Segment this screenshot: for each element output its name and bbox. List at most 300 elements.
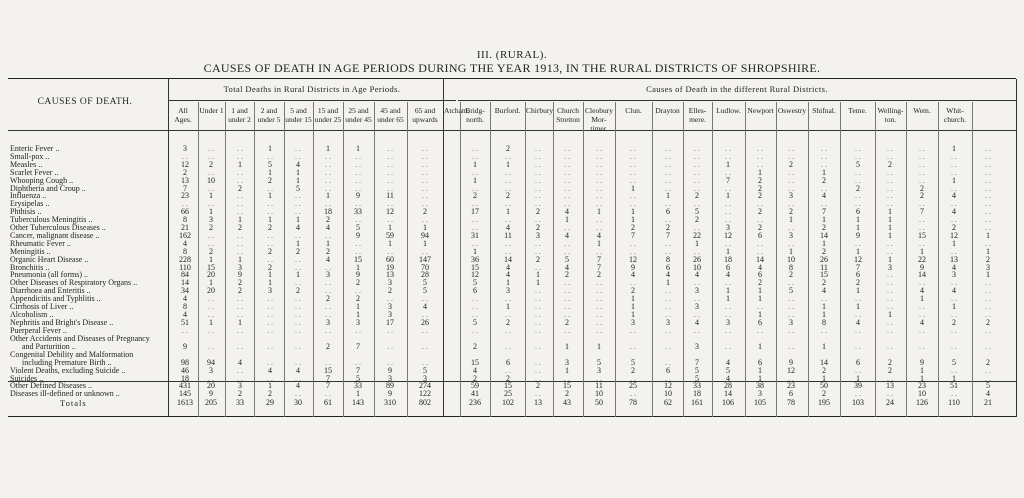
table-cell: 2	[473, 191, 477, 201]
table-cell: . .	[596, 286, 602, 296]
table-cell: 4	[506, 262, 510, 272]
table-cell: . .	[295, 151, 301, 161]
table-cell: . .	[387, 199, 393, 209]
table-cell: . .	[295, 199, 301, 209]
table-cell: 1	[822, 373, 826, 383]
table-cell: 4	[631, 270, 635, 280]
cause-label: Rheumatic Fever ..	[10, 238, 71, 248]
table-cell: . .	[535, 151, 541, 161]
table-cell: . .	[596, 278, 602, 288]
table-cell: . .	[788, 325, 794, 335]
table-cell: 20	[207, 270, 215, 280]
table-cell: . .	[694, 167, 700, 177]
table-cell: . .	[596, 302, 602, 311]
table-cell: . .	[325, 357, 331, 367]
table-cell: 5	[789, 286, 793, 296]
table-cell: 2	[565, 317, 569, 327]
table-cell: . .	[821, 325, 827, 335]
table-cell: 4	[822, 286, 826, 296]
table-cell: 3	[506, 286, 510, 296]
table-cell: 5	[952, 357, 956, 367]
table-cell: . .	[325, 199, 331, 209]
table-cell: 1	[758, 286, 762, 296]
table-cell: 1	[758, 365, 762, 375]
table-cell: . .	[855, 325, 861, 335]
table-cell: . .	[757, 238, 763, 248]
table-cell: . .	[387, 183, 393, 193]
table-cell: 2	[536, 254, 540, 264]
cause-label: Congenital Debility and Malformation	[10, 349, 134, 359]
header-rule	[8, 130, 1016, 131]
table-cell: 1	[631, 309, 635, 319]
column-header: All Ages.	[174, 106, 192, 124]
table-cell: . .	[887, 373, 893, 383]
cause-label: Alcoholism ..	[10, 309, 54, 319]
table-cell: 2	[888, 159, 892, 169]
table-cell: . .	[725, 325, 731, 335]
column-header: 5 and under 15	[285, 106, 312, 124]
cause-label: Meningitis ..	[10, 246, 51, 256]
top-rule	[8, 78, 1016, 79]
table-cell: . .	[422, 175, 428, 185]
table-cell: 6	[856, 207, 860, 217]
table-cell: . .	[630, 238, 636, 248]
table-cell: 1	[268, 270, 272, 280]
table-cell: 431	[179, 381, 191, 391]
table-cell: 1	[506, 302, 510, 311]
table-cell: 8	[666, 254, 670, 264]
table-cell: 4	[952, 207, 956, 217]
table-cell: 4	[565, 207, 569, 217]
table-cell: 1	[920, 373, 924, 383]
cause-label: Organic Heart Disease ..	[10, 254, 89, 264]
table-cell: . .	[422, 215, 428, 225]
table-cell: . .	[725, 167, 731, 177]
table-cell: 2	[238, 389, 242, 399]
table-cell: 3	[423, 373, 427, 383]
table-cell: . .	[919, 159, 925, 169]
table-cell: 50	[820, 381, 828, 391]
table-cell: 2	[695, 191, 699, 201]
table-cell: 1	[631, 215, 635, 225]
table-cell: 1	[856, 286, 860, 296]
table-cell: . .	[387, 294, 393, 304]
table-cell: 2	[268, 262, 272, 272]
table-cell: 1	[536, 270, 540, 280]
table-cell: 18	[724, 254, 732, 264]
table-cell: 2	[822, 278, 826, 288]
table-cell: . .	[295, 302, 301, 311]
table-cell: . .	[665, 357, 671, 367]
table-cell: . .	[725, 302, 731, 311]
table-cell: . .	[564, 151, 570, 161]
table-cell: 23	[918, 381, 926, 391]
cause-label: Erysipelas ..	[10, 199, 50, 209]
table-cell: . .	[596, 223, 602, 232]
table-cell: . .	[985, 325, 991, 335]
table-cell: 1	[356, 309, 360, 319]
table-cell: 1	[856, 302, 860, 311]
table-cell: . .	[325, 159, 331, 169]
table-cell: . .	[985, 183, 991, 193]
table-cell: . .	[564, 278, 570, 288]
table-cell: 2	[758, 278, 762, 288]
column-rule	[615, 102, 616, 417]
table-cell: 60	[386, 254, 394, 264]
table-cell: . .	[596, 246, 602, 256]
table-cell: 2	[268, 223, 272, 232]
cause-label: Diarrhoea and Enteritis ..	[10, 286, 91, 296]
table-cell: . .	[951, 341, 957, 351]
table-cell: 2	[268, 175, 272, 185]
table-cell: . .	[596, 151, 602, 161]
table-cell: . .	[267, 254, 273, 264]
table-cell: . .	[505, 199, 511, 209]
table-cell: 2	[597, 270, 601, 280]
table-cell: 2	[356, 278, 360, 288]
table-cell: . .	[985, 294, 991, 304]
table-cell: 12	[787, 365, 795, 375]
table-cell: . .	[985, 191, 991, 201]
table-cell: . .	[596, 215, 602, 225]
table-cell: 12	[950, 230, 958, 240]
table-cell: . .	[725, 341, 731, 351]
table-cell: . .	[325, 230, 331, 240]
table-cell: . .	[472, 183, 478, 193]
table-cell: . .	[325, 151, 331, 161]
table-cell: . .	[887, 167, 893, 177]
table-cell: 7	[856, 262, 860, 272]
table-cell: 1	[268, 215, 272, 225]
table-cell: . .	[757, 302, 763, 311]
table-cell: . .	[725, 151, 731, 161]
table-cell: . .	[422, 341, 428, 351]
table-cell: 22	[693, 230, 701, 240]
table-cell: 2	[952, 317, 956, 327]
table-cell: . .	[757, 246, 763, 256]
table-cell: 8	[789, 262, 793, 272]
table-cell: 4	[952, 262, 956, 272]
total-cell: 106	[722, 398, 734, 407]
table-cell: . .	[919, 167, 925, 177]
table-cell: . .	[295, 144, 301, 153]
table-cell: 98	[181, 357, 189, 367]
table-cell: 15	[563, 381, 571, 391]
table-cell: . .	[208, 373, 214, 383]
table-cell: . .	[472, 215, 478, 225]
age-group-rule	[168, 100, 456, 101]
table-cell: 4	[666, 270, 670, 280]
table-cell: 1	[952, 238, 956, 248]
table-cell: 2	[631, 223, 635, 232]
table-cell: 12	[854, 254, 862, 264]
table-cell: . .	[887, 238, 893, 248]
column-header: 25 and under 45	[345, 106, 372, 124]
table-cell: . .	[535, 365, 541, 375]
table-cell: 11	[595, 381, 603, 391]
table-cell: 1	[888, 207, 892, 217]
table-cell: . .	[630, 151, 636, 161]
causes-header: CAUSES OF DEATH.	[37, 97, 133, 107]
table-cell: 1	[388, 238, 392, 248]
table-cell: . .	[422, 325, 428, 335]
table-cell: . .	[919, 302, 925, 311]
table-cell: . .	[788, 238, 794, 248]
table-cell: 4	[986, 389, 990, 399]
table-cell: . .	[422, 183, 428, 193]
column-header: Chirbury	[526, 106, 554, 115]
table-cell: 1	[326, 238, 330, 248]
table-cell: . .	[267, 230, 273, 240]
table-cell: 6	[666, 262, 670, 272]
table-cell: 5	[726, 365, 730, 375]
table-cell: 7	[822, 207, 826, 217]
table-cell: . .	[887, 191, 893, 201]
table-cell: 3	[388, 278, 392, 288]
table-cell: 2	[296, 246, 300, 256]
table-cell: 33	[354, 381, 362, 391]
table-cell: 5	[268, 159, 272, 169]
table-cell: 1	[920, 294, 924, 304]
table-cell: . .	[535, 238, 541, 248]
table-cell: 1	[666, 191, 670, 201]
table-cell: . .	[725, 278, 731, 288]
table-cell: 1	[888, 215, 892, 225]
table-cell: . .	[267, 373, 273, 383]
table-cell: 94	[421, 230, 429, 240]
table-cell: 15	[820, 270, 828, 280]
table-cell: . .	[325, 183, 331, 193]
column-header: Cleobury Mor-timer.	[585, 106, 613, 133]
table-cell: 5	[356, 223, 360, 232]
table-cell: 12	[471, 270, 479, 280]
table-cell: 2	[238, 183, 242, 193]
table-cell: . .	[630, 191, 636, 201]
column-header: Drayton	[655, 106, 680, 115]
table-cell: 2	[536, 207, 540, 217]
table-cell: . .	[951, 246, 957, 256]
table-cell: 3	[789, 317, 793, 327]
table-cell: 21	[181, 223, 189, 232]
table-cell: 1	[986, 230, 990, 240]
table-cell: 3	[789, 191, 793, 201]
table-cell: 6	[506, 357, 510, 367]
table-cell: 1	[822, 238, 826, 248]
table-cell: 8	[183, 246, 187, 256]
table-cell: 3	[356, 317, 360, 327]
table-cell: 51	[950, 381, 958, 391]
table-cell: . .	[325, 389, 331, 399]
table-cell: . .	[387, 325, 393, 335]
table-cell: . .	[821, 151, 827, 161]
table-cell: 2	[238, 286, 242, 296]
page-title: CAUSES OF DEATH IN AGE PERIODS DURING THE YEAR 1913, IN THE RURAL DISTRICTS OF SHROPSHIRE.	[203, 61, 821, 75]
column-header: Welling-ton.	[877, 106, 904, 124]
table-cell: . .	[355, 246, 361, 256]
table-cell: . .	[472, 199, 478, 209]
table-cell: 1	[209, 207, 213, 217]
table-cell: 5	[695, 207, 699, 217]
table-cell: 11	[504, 230, 512, 240]
table-cell: 4	[296, 159, 300, 169]
table-cell: 4	[473, 365, 477, 375]
table-cell: 1	[789, 246, 793, 256]
table-cell: 11	[386, 191, 394, 201]
table-cell: 25	[504, 389, 512, 399]
table-cell: 4	[726, 270, 730, 280]
table-cell: 1	[695, 238, 699, 248]
table-cell: 25	[629, 381, 637, 391]
table-cell: . .	[757, 151, 763, 161]
column-header: Clun.	[625, 106, 642, 115]
table-cell: . .	[267, 302, 273, 311]
table-cell: . .	[985, 207, 991, 217]
total-cell: 236	[469, 398, 481, 407]
table-cell: 2	[209, 246, 213, 256]
total-cell: 33	[236, 398, 244, 407]
table-cell: 10	[918, 389, 926, 399]
table-cell: 1	[296, 175, 300, 185]
table-cell: 1	[888, 254, 892, 264]
table-cell: . .	[208, 199, 214, 209]
cause-label: Tuberculous Meningitis ..	[10, 215, 93, 225]
table-cell: . .	[237, 167, 243, 177]
table-cell: . .	[757, 199, 763, 209]
table-cell: 9	[356, 191, 360, 201]
table-cell: 1	[326, 144, 330, 153]
table-cell: . .	[985, 175, 991, 185]
column-header: Church Stretton	[556, 106, 580, 124]
table-cell: . .	[665, 309, 671, 319]
table-cell: 2	[296, 286, 300, 296]
table-cell: 2	[666, 223, 670, 232]
table-cell: . .	[535, 317, 541, 327]
table-cell: 3	[726, 223, 730, 232]
table-cell: . .	[267, 309, 273, 319]
column-header: Burford.	[494, 106, 521, 115]
table-cell: 15	[918, 230, 926, 240]
table-cell: . .	[208, 341, 214, 351]
total-cell: 61	[324, 398, 332, 407]
table-cell: 4	[952, 191, 956, 201]
table-cell: 1	[506, 207, 510, 217]
total-cell: 103	[852, 398, 864, 407]
table-cell: . .	[505, 365, 511, 375]
table-cell: . .	[596, 159, 602, 169]
table-cell: . .	[694, 325, 700, 335]
table-cell: 2	[856, 183, 860, 193]
table-cell: . .	[630, 389, 636, 399]
table-cell: 2	[758, 207, 762, 217]
table-cell: . .	[919, 144, 925, 153]
table-cell: . .	[564, 238, 570, 248]
table-cell: . .	[237, 144, 243, 153]
table-cell: . .	[535, 167, 541, 177]
table-cell: 1	[296, 167, 300, 177]
table-cell: . .	[630, 246, 636, 256]
table-cell: . .	[182, 151, 188, 161]
table-cell: . .	[985, 223, 991, 232]
table-cell: 84	[181, 270, 189, 280]
table-cell: 3	[268, 286, 272, 296]
table-cell: . .	[985, 365, 991, 375]
column-header: Shifnal.	[812, 106, 836, 115]
table-cell: 2	[822, 389, 826, 399]
table-cell: 9	[388, 389, 392, 399]
table-cell: . .	[887, 246, 893, 256]
table-cell: 4	[695, 270, 699, 280]
table-cell: . .	[665, 238, 671, 248]
table-cell: 1	[986, 246, 990, 256]
table-cell: . .	[951, 325, 957, 335]
table-cell: 5	[423, 365, 427, 375]
table-cell: 4	[822, 191, 826, 201]
table-cell: 6	[758, 357, 762, 367]
table-cell: . .	[208, 325, 214, 335]
table-cell: . .	[919, 309, 925, 319]
table-cell: . .	[505, 167, 511, 177]
table-cell: . .	[665, 294, 671, 304]
table-cell: . .	[694, 151, 700, 161]
table-cell: . .	[208, 144, 214, 153]
table-cell: . .	[237, 151, 243, 161]
table-cell: 4	[268, 365, 272, 375]
table-cell: . .	[855, 144, 861, 153]
total-cell: 24	[886, 398, 894, 407]
table-cell: 1	[822, 167, 826, 177]
column-rule	[407, 102, 408, 417]
table-cell: . .	[919, 223, 925, 232]
total-cell: 143	[352, 398, 364, 407]
table-cell: . .	[355, 159, 361, 169]
table-cell: . .	[725, 199, 731, 209]
column-rule	[254, 102, 255, 417]
table-cell: 1	[666, 278, 670, 288]
table-cell: . .	[725, 238, 731, 248]
table-cell: 4	[238, 357, 242, 367]
table-cell: . .	[355, 183, 361, 193]
total-cell: 13	[534, 398, 542, 407]
cause-label: Bronchitis ..	[10, 262, 50, 272]
table-cell: . .	[237, 309, 243, 319]
table-cell: 3	[631, 317, 635, 327]
table-cell: 5	[856, 159, 860, 169]
table-cell: . .	[564, 246, 570, 256]
table-cell: . .	[355, 199, 361, 209]
table-cell: . .	[630, 278, 636, 288]
table-cell: . .	[788, 199, 794, 209]
table-cell: 3	[565, 357, 569, 367]
table-cell: 7	[326, 381, 330, 391]
table-cell: 1	[758, 167, 762, 177]
table-cell: . .	[821, 294, 827, 304]
table-cell: . .	[535, 175, 541, 185]
cause-label: Suicides ..	[10, 373, 44, 383]
table-cell: . .	[237, 199, 243, 209]
table-cell: . .	[505, 175, 511, 185]
table-cell: 2	[326, 341, 330, 351]
table-cell: 2	[326, 246, 330, 256]
table-cell: . .	[325, 175, 331, 185]
table-cell: . .	[422, 246, 428, 256]
table-cell: 2	[952, 223, 956, 232]
table-cell: . .	[985, 286, 991, 296]
table-cell: . .	[422, 357, 428, 367]
table-cell: . .	[855, 309, 861, 319]
table-cell: 13	[181, 175, 189, 185]
table-cell: 7	[597, 262, 601, 272]
district-group-header: Causes of Death in the different Rural Districts.	[646, 84, 828, 94]
